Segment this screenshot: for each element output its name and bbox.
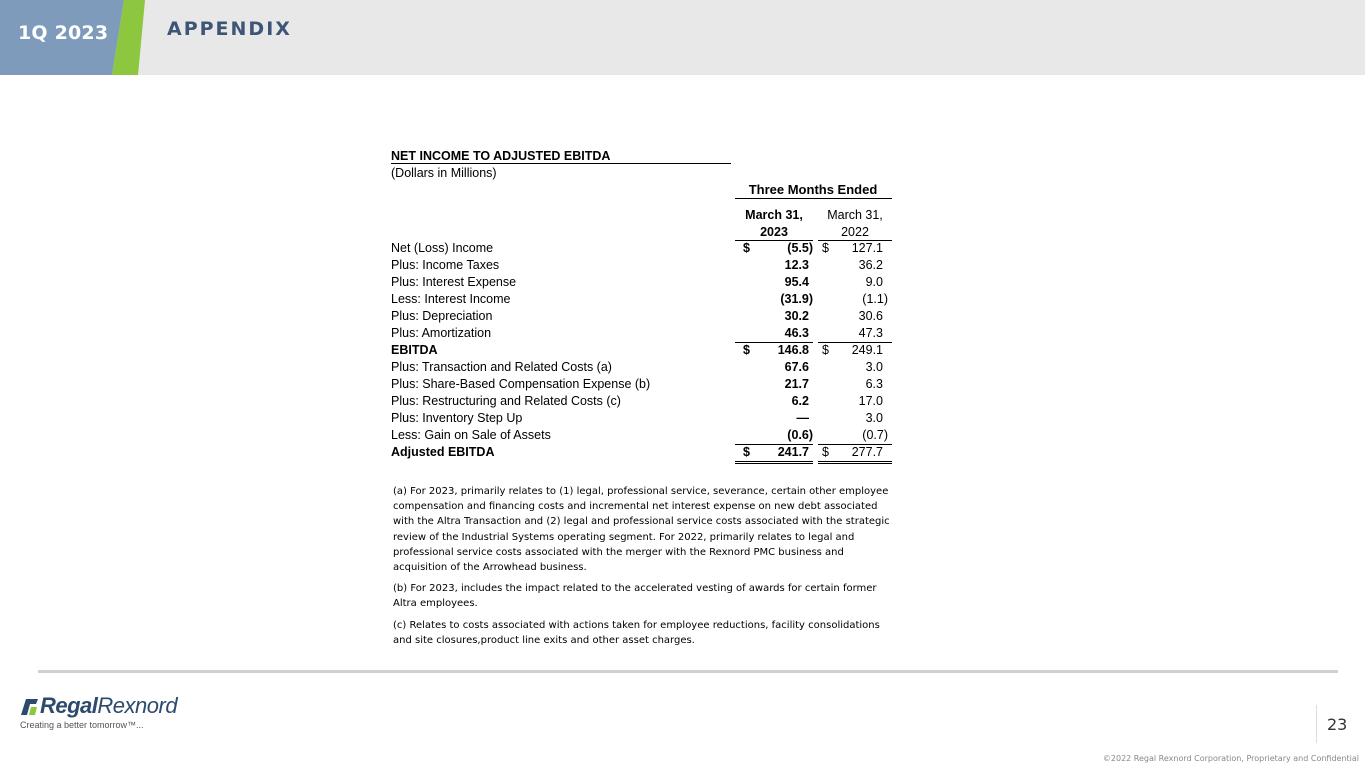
table-row <box>391 393 901 410</box>
table-row <box>391 376 901 393</box>
row-value-2023: (31.9) <box>780 292 813 306</box>
table-row <box>391 257 901 274</box>
col-header-2023 <box>735 207 813 241</box>
table-row <box>391 359 901 376</box>
row-label: Plus: Share-Based Compensation Expense (b) <box>391 377 651 391</box>
quarter-label: 1Q 2023 <box>18 22 109 44</box>
row-value-2023: 146.8 <box>777 343 809 357</box>
row-value-2023: — <box>796 411 809 425</box>
row-value-2023: 12.3 <box>784 258 809 272</box>
footer-divider <box>38 670 1338 673</box>
row-value-2022: 3.0 <box>865 360 883 374</box>
row-value-2023: 6.2 <box>791 394 809 408</box>
row-label: Less: Interest Income <box>391 292 511 306</box>
table-row <box>391 291 901 308</box>
row-value-2023: 30.2 <box>784 309 809 323</box>
row-label: Plus: Restructuring and Related Costs (c) <box>391 394 621 408</box>
row-currency-2022: $ <box>822 241 829 255</box>
period-header: Three Months Ended <box>748 182 878 197</box>
row-value-2023: 46.3 <box>784 326 809 340</box>
row-currency-2023: $ <box>743 343 750 357</box>
table-row <box>391 444 901 461</box>
row-value-2023: (0.6) <box>787 428 813 442</box>
row-value-2022: 6.3 <box>865 377 883 391</box>
row-value-2023: (5.5) <box>787 241 813 255</box>
table-subtitle: (Dollars in Millions) <box>391 166 497 180</box>
row-currency-2023: $ <box>743 445 750 459</box>
header-badge <box>0 0 145 75</box>
row-label: Plus: Income Taxes <box>391 258 500 272</box>
row-currency-2022: $ <box>822 445 829 459</box>
table-title: NET INCOME TO ADJUSTED EBITDA <box>391 149 611 163</box>
title-underline <box>391 163 731 164</box>
row-value-2022: (1.1) <box>862 292 888 306</box>
row-label: EBITDA <box>391 343 438 357</box>
row-label: Net (Loss) Income <box>391 241 494 255</box>
table-row <box>391 342 901 359</box>
logo-wordmark <box>40 693 177 719</box>
row-value-2023: 67.6 <box>784 360 809 374</box>
col-header-2022 <box>818 207 892 241</box>
row-label: Plus: Depreciation <box>391 309 493 323</box>
col-header-2023-line1: March 31, <box>745 208 803 222</box>
page-title: APPENDIX <box>167 18 292 40</box>
col-header-2022-line1: March 31, <box>827 208 883 222</box>
row-value-2022: 47.3 <box>858 326 883 340</box>
row-label: Adjusted EBITDA <box>391 445 495 459</box>
grand-total-double-rule-2023 <box>735 461 813 464</box>
footnotes <box>393 484 893 654</box>
table-row <box>391 308 901 325</box>
row-value-2022: 17.0 <box>858 394 883 408</box>
logo-wordmark-bold: Regal <box>40 693 98 718</box>
col-header-2023-line2: 2023 <box>760 225 788 239</box>
row-value-2022: 36.2 <box>858 258 883 272</box>
row-currency-2022: $ <box>822 343 829 357</box>
copyright-notice: ©2022 Regal Rexnord Corporation, Proprietary and Confidential <box>1102 754 1359 763</box>
logo-mark-icon <box>18 695 40 717</box>
row-label: Plus: Interest Expense <box>391 275 517 289</box>
row-value-2022: 277.7 <box>851 445 883 459</box>
footnote-c: (c) Relates to costs associated with actions taken for employee reductions, facility consolidations and site closures,product line exits and other asset charges. <box>393 619 880 646</box>
row-value-2022: (0.7) <box>862 428 888 442</box>
table-row <box>391 240 901 257</box>
row-value-2022: 249.1 <box>851 343 883 357</box>
slide-header <box>0 0 1365 75</box>
page-number: 23 <box>1327 715 1348 734</box>
col-header-2022-line2: 2022 <box>841 225 869 239</box>
row-label: Plus: Amortization <box>391 326 492 340</box>
footnote-b: (b) For 2023, includes the impact related to the accelerated vesting of awards for certain former Altra employees. <box>393 583 877 610</box>
row-value-2023: 95.4 <box>784 275 809 289</box>
row-label: Less: Gain on Sale of Assets <box>391 428 551 442</box>
row-value-2022: 127.1 <box>851 241 883 255</box>
row-value-2022: 9.0 <box>865 275 883 289</box>
row-currency-2023: $ <box>743 241 750 255</box>
row-value-2023: 241.7 <box>777 445 809 459</box>
logo-wordmark-light: Rexnord <box>97 693 178 718</box>
row-label: Plus: Transaction and Related Costs (a) <box>391 360 612 374</box>
table-row <box>391 325 901 342</box>
tagline: Creating a better tomorrow™... <box>20 720 144 730</box>
page-number-separator <box>1316 705 1317 743</box>
row-value-2022: 30.6 <box>858 309 883 323</box>
table-row <box>391 427 901 444</box>
table-row <box>391 410 901 427</box>
grand-total-double-rule-2022 <box>818 461 892 464</box>
footnote-a: (a) For 2023, primarily relates to (1) legal, professional service, severance, certain other employee compensation and financing costs and incremental net interest expense on new debt associated with the Altra Transaction and (2) legal and professional service costs associated with the strategic review of the Industrial Systems operating segment. For 2022, primarily relates to legal and professional service costs associated with the merger with the Rexnord PMC business and acquisition of the Arrowhead business. <box>393 486 890 574</box>
table-row <box>391 274 901 291</box>
row-value-2023: 21.7 <box>784 377 809 391</box>
period-header-underline <box>735 198 892 199</box>
row-value-2022: 3.0 <box>865 411 883 425</box>
row-label: Plus: Inventory Step Up <box>391 411 523 425</box>
